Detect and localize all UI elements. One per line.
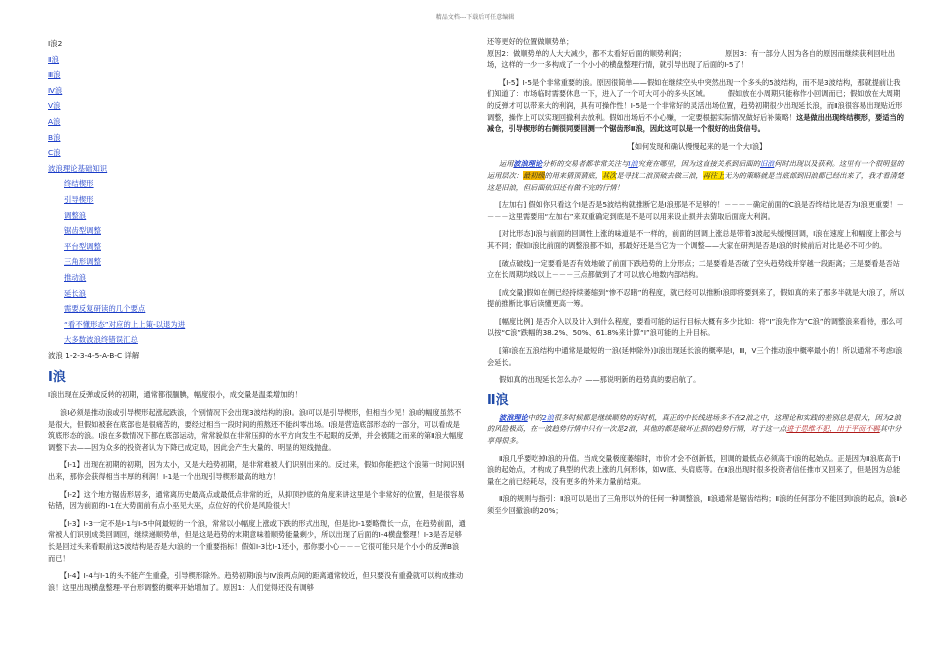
table-of-contents: [48, 36, 466, 363]
text: 无为的策略就是当底部到旧浪都已经出来了，我才看清楚这是旧浪，但后面依旧还有做不完的行情！: [487, 170, 904, 192]
link-wave-1[interactable]: Ⅰ浪: [628, 159, 638, 169]
link-wave-theory[interactable]: 波浪理论: [513, 159, 543, 169]
toc-item[interactable]: [48, 145, 466, 161]
toc-top-item: Ⅰ浪2: [48, 39, 63, 48]
toc-item[interactable]: [48, 270, 466, 286]
link-wave-3[interactable]: 旧浪: [759, 159, 775, 169]
toc-link[interactable]: 三角形调整: [64, 257, 101, 267]
text: 是寻找二浪顶破去做三浪，: [616, 170, 703, 180]
paragraph-line: 还等更好的位置做顺势单；: [487, 37, 574, 46]
toc-link[interactable]: 延长浪: [64, 288, 87, 298]
highlight-text: 其次: [602, 170, 617, 180]
toc-item[interactable]: [48, 52, 466, 68]
paragraph-text: 【Ⅰ-5】Ⅰ-5是个非常重要的浪。原因很简单——假如在继续空头中突然出现一个多头的5波结构，而不是3波结构，那就提前让我们知道了：市场临时需要休息一下，进入了一个可大可小的多头区域。 假如放在小周期只能称作小回调而已；假如放在大周期的反弹才可以带来大的利润，具有可操作性！Ⅰ-5是一个非常好的灵活出场位置，趋势初期很少出现延长浪，而Ⅱ浪很容易出现贴近形调整，操作上可以实现回撤利去放利。假如出场后不小心赚，一定要根据实际情况做好后补策略！: [487, 77, 903, 122]
toc-item[interactable]: [48, 67, 466, 83]
toc-item[interactable]: [48, 98, 466, 114]
toc-item[interactable]: [48, 130, 466, 146]
toc-item[interactable]: [48, 176, 466, 192]
link-wave-theory[interactable]: 波浪理论: [499, 412, 528, 422]
toc-item[interactable]: [48, 317, 466, 333]
toc-link[interactable]: Ⅴ浪: [48, 101, 61, 111]
toc-link[interactable]: “看不懂形态”对应的上上策-以退为进: [64, 319, 186, 329]
highlight-text: 再往上: [702, 170, 725, 180]
paragraph: [破点破线]一定要看是否有效地破了前面下跌趋势的上分形点；二是要看是否破了空头趋势线并穿越一段距离；三是要看是否站立在长周期均线以上－－－三点都做到了才可以放心地数内部结构。: [487, 258, 900, 280]
toc-item[interactable]: [48, 114, 466, 130]
paragraph: [左加右] 假如你只看这个Ⅰ是否是5波结构就推断它是Ⅰ浪那是不足够的！－－－－确定前面的C浪是否终结比是否为Ⅰ浪更重要！－－－－这里需要用“左加右”来双重确定到底是不是可以用来设止损并去猜取后面庞大利润。: [487, 200, 904, 221]
paragraph: 【Ⅰ-4】Ⅰ-4与Ⅰ-1的头不能产生重叠，引导楔形除外。趋势初期Ⅰ浪与Ⅳ浪两点间的距离通常较近，但只要没有重叠就可以构成推动浪！这里出现横盘整理-平台形调整的概率开始增加了。原因1：人们觉得还没有调够: [48, 571, 464, 592]
paragraph: 假如真的出现延长怎么办？——那说明新的趋势真的要启航了。: [499, 375, 701, 385]
text: 其中分享得很多。: [487, 424, 902, 446]
toc-link[interactable]: 波浪理论基础知识: [48, 163, 108, 173]
toc-link[interactable]: Ⅱ浪: [48, 54, 60, 64]
question-heading: 【如何发现和确认慢慢起来的是一个大Ⅰ浪】: [627, 141, 767, 151]
toc-link[interactable]: B浪: [48, 132, 61, 142]
toc-link[interactable]: 调整浪: [64, 210, 87, 220]
text: 中的: [527, 412, 543, 422]
toc-item[interactable]: [48, 332, 466, 348]
emphasis-text: 这是做出出现终结楔形，要适当的减仓，引导楔形的右侧很同要回测一个锯齿形Ⅱ浪，因此这可以是一个很好的出货信号。: [487, 112, 904, 134]
toc-item[interactable]: [48, 192, 466, 208]
toc-link[interactable]: Ⅲ浪: [48, 70, 61, 80]
toc-item[interactable]: [48, 301, 466, 317]
paragraph: 【Ⅰ-1】出现在初期的初期，因为太小，又是大趋势初期，是非常难被人们识别出来的。反过来，假如你能把这个浪第一时间识别出来，那你会获得相当丰厚的利润！Ⅰ-1是一个出现引导楔形最高的地方！: [48, 460, 465, 482]
highlight-text: 最初级: [522, 170, 545, 180]
toc-item[interactable]: [48, 254, 466, 270]
paragraph: 浪Ⅰ必须是推动浪或引导楔形起涨起跌浪，个别情况下会出现3波结构的浪Ⅰ。浪Ⅰ可以是引导楔形，但相当少见！浪Ⅰ的幅度虽然不是很大，但假如被套在底部也是很痛苦的，要经过相当一段时间的煎熬还不能纠零出场。Ⅰ浪是营造底部形态的一部分，可以看成是筑底形态的浪。Ⅰ浪在多数情况下都在底部运动，常常貌似在非常压抑的水平方向发生不起眼的反弹，并会被随之而来的第Ⅱ浪大幅度调整下去——因为众多的投资者认为下降已成定局，因此会产生大量的、明显的短线抛盘。: [48, 408, 464, 452]
paragraph-line: 原因2：做顺势单的人大大减少，都不太看好后面的顺势利润； 原因3：有一部分人因为各自的原因而继续获利回吐出场，这样的一少一多构成了一个小小的横盘整理行情，就引导出现了后面的Ⅰ-5了！: [487, 48, 896, 70]
paragraph: [487, 412, 907, 447]
toc-item[interactable]: [48, 161, 466, 177]
intro-paragraph: Ⅰ浪出现在反弹或反转的初期，通常都很腼腆，幅度很小，成交量是温柔增加的！: [48, 390, 302, 400]
text: 究竟在哪里，因为这直接关系到后面的: [637, 159, 760, 169]
text: 运用: [499, 159, 514, 169]
left-column: [48, 36, 466, 599]
toc-link[interactable]: 推动浪: [64, 272, 87, 282]
text: 的用来猜顶猜底，: [544, 170, 603, 180]
text: 何时出现以及获利。这里有一个很明显的运用层次：: [487, 159, 904, 180]
paragraph: [第Ⅰ浪在五浪结构中通常是最短的一浪(延伸除外)]Ⅰ浪出现延长浪的概率是Ⅰ，Ⅲ，Ⅴ三个推动浪中概率最小的！所以通常不考虑Ⅰ浪会延长。: [487, 346, 903, 367]
toc-link[interactable]: C浪: [48, 148, 61, 158]
toc-link[interactable]: A浪: [48, 116, 61, 126]
toc-link[interactable]: 锯齿型调整: [64, 226, 101, 236]
paragraph: [成交量]假如在侧已经持续萎缩到“惨不忍睹”的程度，就已经可以推断Ⅰ浪即将要到来了，假如真的来了那多半就是大Ⅰ浪了，所以提前推断比事后读懂更高一筹。: [487, 287, 905, 309]
link-article[interactable]: 进于思维不犯，出于平而不羁: [786, 424, 880, 434]
toc-link[interactable]: 需要反复研读的几个要点: [64, 304, 146, 314]
toc-item[interactable]: [48, 286, 466, 302]
paragraph: [487, 36, 907, 71]
toc-bottom-item: 波浪 1-2-3-4-5-A-B-C 详解: [48, 350, 140, 360]
link-wave-2[interactable]: 2浪: [542, 412, 554, 422]
toc-item[interactable]: [48, 208, 466, 224]
paragraph: [487, 158, 907, 193]
toc-link[interactable]: 终结楔形: [64, 179, 94, 189]
toc-item[interactable]: [48, 83, 466, 99]
paragraph: 【Ⅰ-2】这个地方锯齿形居多，通常离历史最高点或最低点非常的近，从抑顶抄底的角度来讲这里是个非常好的位置，但是很容易钻错，因为前面的Ⅰ-1在大势面前有点小巫见大巫，点位好的代价是风险很大！: [48, 489, 465, 511]
text: 分析的交易者都非常关注与: [542, 159, 629, 169]
toc-items: [48, 52, 466, 348]
paragraph: Ⅱ浪的规则与指引：Ⅱ浪可以是出了三角形以外的任何一种调整浪，Ⅱ浪通常是锯齿结构；Ⅱ浪的任何部分不能回到Ⅰ浪的起点，浪Ⅱ必须至少回撤浪Ⅰ的20%；: [487, 494, 907, 515]
paragraph: Ⅱ浪几乎要吃掉Ⅰ浪的升值。当成交量极度萎缩时，市价才会不创新低，回调的最低点必须高于Ⅰ浪的起始点。正是因为Ⅱ浪底高于Ⅰ浪的起始点，才构成了典型的代表上涨的几何形体，如W底、头肩底等。在Ⅱ浪出现时很多投资者信任推市又回来了，但是因为总能量在之前已经耗尽，没有更多的外来力量前结束。: [487, 453, 901, 486]
page-header: 精品文档---下载后可任意编辑: [435, 14, 515, 21]
text: 很多时候都是继续顺势的好时机，真正的中长线进场多不在2浪之中，这理论和实践的差别总是很大，因为2浪的风险极高，在一波趋势行情中只有一次是2浪，其他的都是破坏止损的趋势行情，对于这一点: [487, 412, 901, 434]
paragraph: [487, 77, 907, 135]
paragraph: [对比形态]Ⅰ浪与前面的回调性上涨的味道是不一样的，前面的回调上涨总是带着3波起头缓慢回调，Ⅰ浪在速度上和幅度上都会与其不同；假如Ⅰ浪比前面的调整浪都不如，那最好还是当它为一个调整——大家在研判是否是Ⅰ浪的时候前后对比是必不可少的。: [487, 229, 902, 250]
section-title-wave-1: Ⅰ浪: [48, 370, 66, 386]
right-column: [487, 36, 907, 523]
toc-link[interactable]: Ⅳ浪: [48, 85, 63, 95]
toc-link[interactable]: 平台型调整: [64, 241, 101, 251]
toc-link[interactable]: 引导楔形: [64, 194, 94, 204]
paragraph: [幅度比例] 是否介入以及计入到什么程度，要看可能的运行目标大概有多少比如：将“Ⅰ”浪先作为“C浪”的调整浪来看待，那么可以按“C浪”跌幅的38.2%、50%、61.8%来计算“Ⅰ”浪可能的上升目标。: [487, 316, 903, 338]
toc-item[interactable]: [48, 239, 466, 255]
toc-link[interactable]: 大多数波浪终错误汇总: [64, 335, 138, 345]
toc-item[interactable]: [48, 223, 466, 239]
section-title-wave-2: Ⅱ浪: [487, 392, 509, 408]
paragraph: 【Ⅰ-3】Ⅰ-3一定不是Ⅰ-1与Ⅰ-5中间最短的一个浪，常常以小幅度上涨或下跌的形式出现，但是比Ⅰ-1要略微长一点，在趋势前面，通常被人们识别成类回调回，继续递顺势单，但是这是趋势的末期意味着顺势能量剩少，所以出现了后面的Ⅰ-4横盘整理！Ⅰ-3是否足够长是回过头来看眼前这5波结构是否是大Ⅰ浪的一个重要指标！假如Ⅰ-3比Ⅰ-1还小，那你要小心－－－它很可能只是个小小的反弹B浪而已！: [48, 518, 466, 563]
